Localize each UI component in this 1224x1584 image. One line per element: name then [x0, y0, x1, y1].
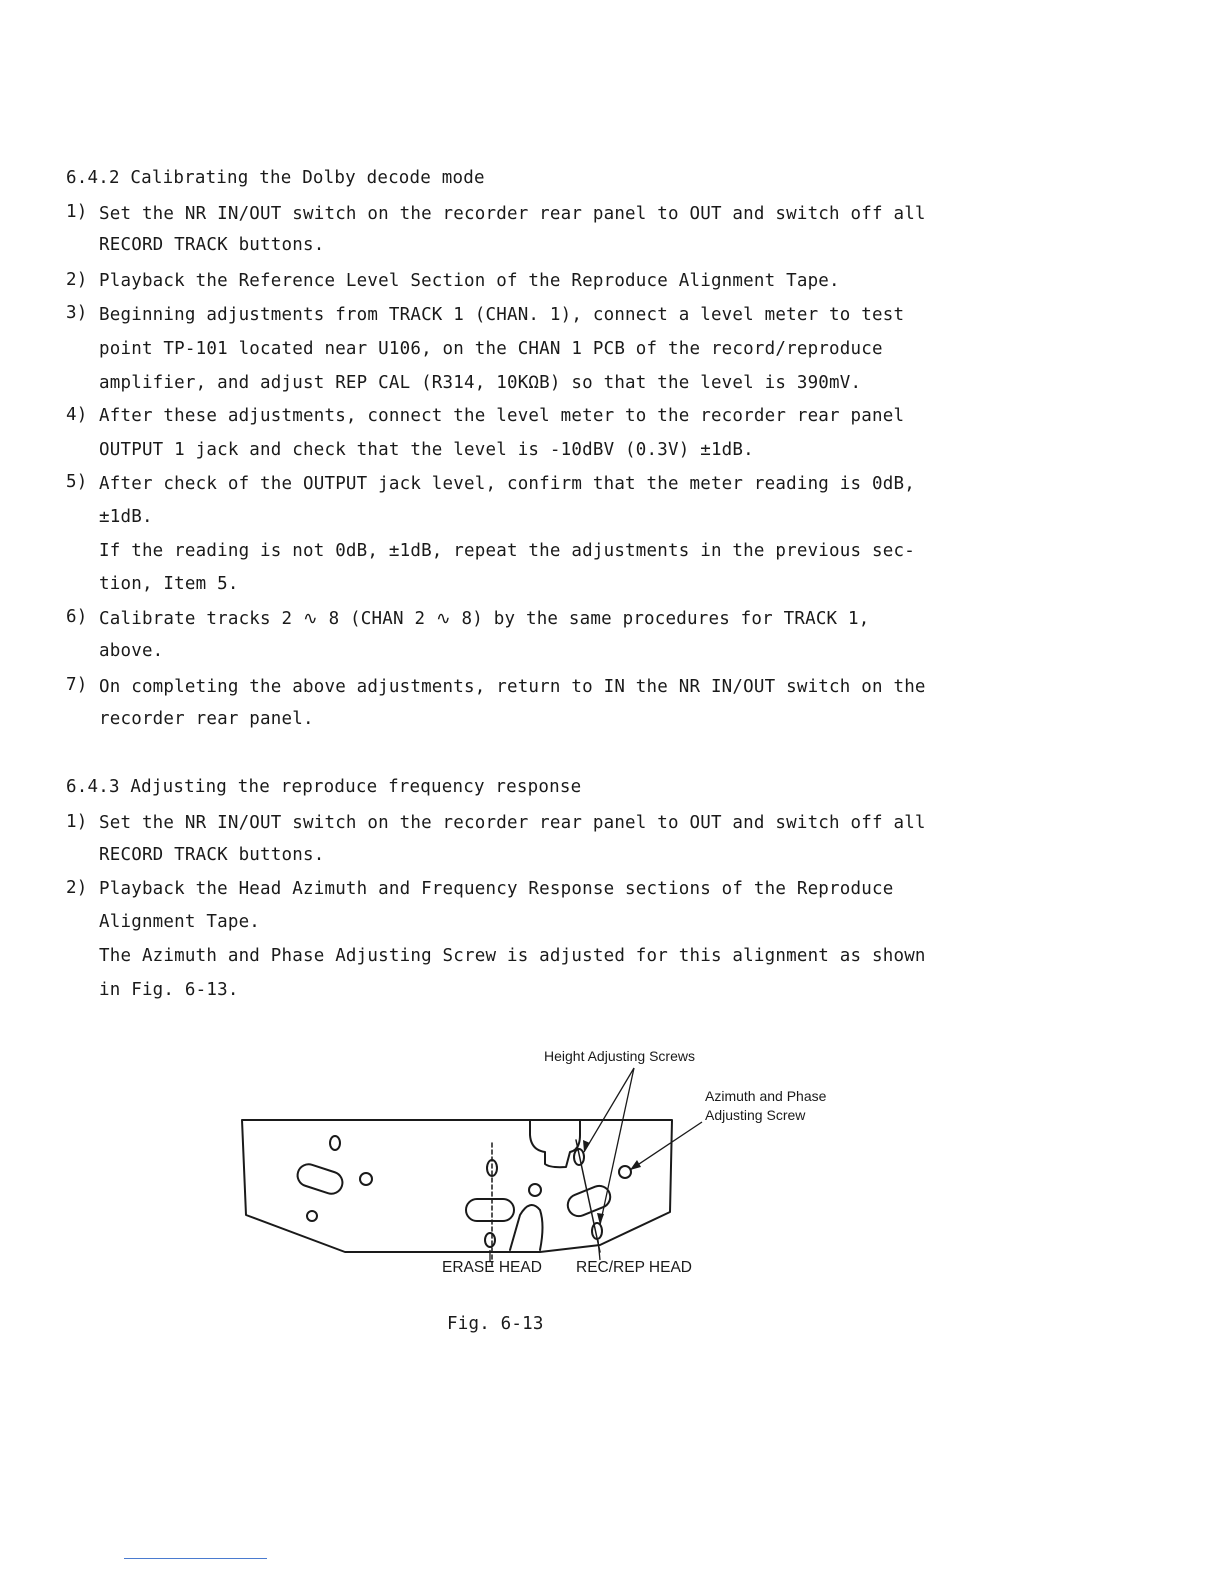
item-text: If the reading is not 0dB, ±1dB, repeat the adjustments in the previous sec- [99, 541, 915, 561]
erase-head-screw-bottom [485, 1233, 495, 1247]
item-number: 5) [66, 472, 88, 492]
item-number: 2) [66, 878, 88, 898]
item-text: recorder rear panel. [99, 709, 314, 729]
label-erase-head: ERASE HEAD [442, 1259, 542, 1276]
item-text: in Fig. 6-13. [99, 980, 239, 1000]
arrowhead [630, 1160, 641, 1170]
leader-height-screw-1 [584, 1068, 634, 1152]
mount-hole [307, 1211, 317, 1221]
leader-height-screw-2 [600, 1068, 634, 1225]
item-text: After these adjustments, connect the level meter to the recorder rear panel [99, 406, 905, 426]
label-rec-rep-head: REC/REP HEAD [576, 1259, 692, 1276]
item-text: amplifier, and adjust REP CAL (R314, 10KΩB) so that the level is 390mV. [99, 373, 862, 393]
item-number: 6) [66, 607, 88, 627]
item-text: RECORD TRACK buttons. [99, 845, 325, 865]
item-text: ±1dB. [99, 507, 153, 527]
footnote-rule [124, 1558, 267, 1559]
item-text: Playback the Head Azimuth and Frequency Response sections of the Reproduce [99, 879, 894, 899]
item-text: After check of the OUTPUT jack level, confirm that the meter reading is 0dB, [99, 474, 915, 494]
item-number: 2) [66, 270, 88, 290]
item-number: 1) [66, 202, 88, 222]
erase-head-slot [466, 1199, 514, 1221]
item-text: RECORD TRACK buttons. [99, 235, 325, 255]
item-text: Calibrate tracks 2 ∿ 8 (CHAN 2 ∿ 8) by the same procedures for TRACK 1, [99, 609, 870, 629]
item-number: 1) [66, 812, 88, 832]
mount-hole [360, 1173, 372, 1185]
plate-notch [530, 1120, 580, 1167]
azimuth-phase-screw [619, 1166, 631, 1178]
item-text: point TP-101 located near U106, on the CHAN 1 PCB of the record/reproduce [99, 339, 883, 359]
item-text: Playback the Reference Level Section of the Reproduce Alignment Tape. [99, 271, 840, 291]
mount-hole [529, 1184, 541, 1196]
item-text: tion, Item 5. [99, 574, 239, 594]
item-number: 4) [66, 405, 88, 425]
label-azimuth-line2: Adjusting Screw [705, 1107, 806, 1123]
section-heading-6-4-2: 6.4.2 Calibrating the Dolby decode mode [66, 168, 485, 188]
section-heading-6-4-3: 6.4.3 Adjusting the reproduce frequency response [66, 777, 582, 797]
item-text: above. [99, 641, 164, 661]
item-text: Set the NR IN/OUT switch on the recorder rear panel to OUT and switch off all [99, 813, 926, 833]
item-text: OUTPUT 1 jack and check that the level is -10dBV (0.3V) ±1dB. [99, 440, 754, 460]
item-text: Alignment Tape. [99, 912, 261, 932]
label-height-adjusting-screws: Height Adjusting Screws [544, 1048, 695, 1064]
arrowhead [583, 1140, 590, 1152]
item-text: Beginning adjustments from TRACK 1 (CHAN. 1), connect a level meter to test [99, 305, 905, 325]
item-text: The Azimuth and Phase Adjusting Screw is adjusted for this alignment as shown [99, 946, 926, 966]
mount-hole [330, 1136, 340, 1150]
figure-caption: Fig. 6-13 [447, 1314, 544, 1334]
item-text: Set the NR IN/OUT switch on the recorder rear panel to OUT and switch off all [99, 204, 926, 224]
rec-rep-head-axis [576, 1140, 600, 1252]
leader-azimuth-screw [630, 1122, 702, 1170]
item-text: On completing the above adjustments, return to IN the NR IN/OUT switch on the [99, 677, 926, 697]
slot-hole-left [295, 1161, 346, 1196]
item-number: 7) [66, 675, 88, 695]
item-number: 3) [66, 303, 88, 323]
label-azimuth-line1: Azimuth and Phase [705, 1088, 827, 1104]
